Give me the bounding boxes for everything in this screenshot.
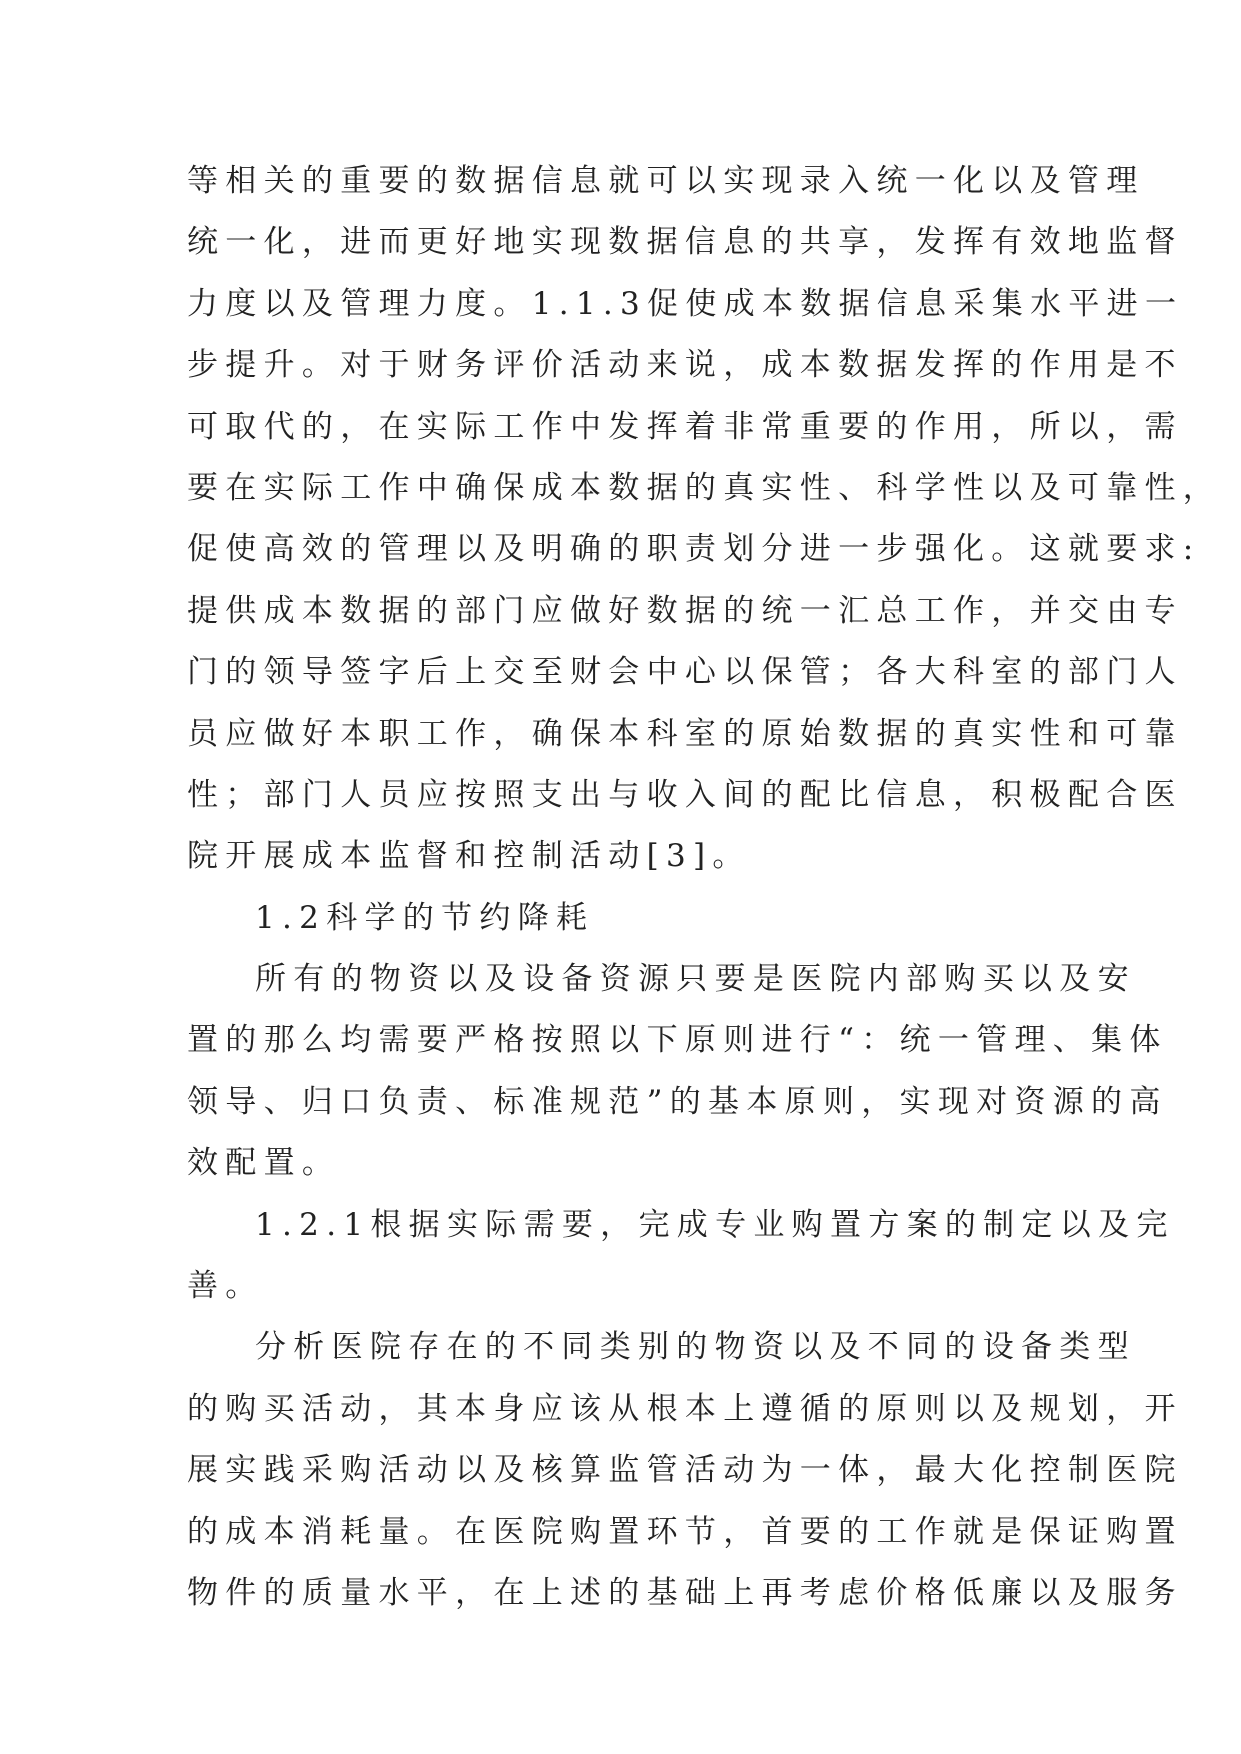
text-line: 置的那么均需要严格按照以下原则进行“：统一管理、集体 [187, 1022, 1168, 1059]
text-line: 促使高效的管理以及明确的职责划分进一步强化。这就要求: [187, 531, 1201, 568]
text-line: 所有的物资以及设备资源只要是医院内部购买以及安 [255, 961, 1136, 998]
text-line: 物件的质量水平，在上述的基础上再考虑价格低廉以及服务 [187, 1574, 1183, 1611]
text-line: 院开展成本监督和控制活动[3]。 [187, 838, 751, 875]
text-line: 领导、归口负责、标准规范”的基本原则，实现对资源的高 [187, 1083, 1168, 1120]
text-line: 步提升。对于财务评价活动来说，成本数据发挥的作用是不 [187, 347, 1183, 384]
text-line: 统一化，进而更好地实现数据信息的共享，发挥有效地监督 [187, 224, 1183, 261]
text-line: 的成本消耗量。在医院购置环节，首要的工作就是保证购置 [187, 1513, 1183, 1550]
text-line: 员应做好本职工作，确保本科室的原始数据的真实性和可靠 [187, 715, 1183, 752]
text-line: 展实践采购活动以及核算监管活动为一体，最大化控制医院 [187, 1452, 1183, 1489]
text-line: 效配置。 [187, 1145, 341, 1182]
text-line: 分析医院存在的不同类别的物资以及不同的设备类型 [255, 1329, 1136, 1366]
section-heading: 1.2科学的节约降耗 [255, 899, 595, 936]
text-line: 等相关的重要的数据信息就可以实现录入统一化以及管理 [187, 163, 1145, 199]
text-line: 门的领导签字后上交至财会中心以保管；各大科室的部门人 [187, 654, 1183, 691]
document-body [187, 151, 1222, 1624]
text-line: 善。 [187, 1268, 264, 1305]
text-line: 性；部门人员应按照支出与收入间的配比信息，积极配合医 [187, 776, 1183, 813]
subsection-heading: 1.2.1根据实际需要，完成专业购置方案的制定以及完 [255, 1206, 1175, 1243]
text-line: 提供成本数据的部门应做好数据的统一汇总工作，并交由专 [187, 592, 1183, 629]
text-line: 可取代的，在实际工作中发挥着非常重要的作用，所以，需 [187, 408, 1183, 445]
text-line: 力度以及管理力度。1.1.3促使成本数据信息采集水平进一 [187, 285, 1184, 322]
text-line: 的购买活动，其本身应该从根本上遵循的原则以及规划，开 [187, 1390, 1183, 1427]
text-line: 要在实际工作中确保成本数据的真实性、科学性以及可靠性， [187, 469, 1222, 506]
